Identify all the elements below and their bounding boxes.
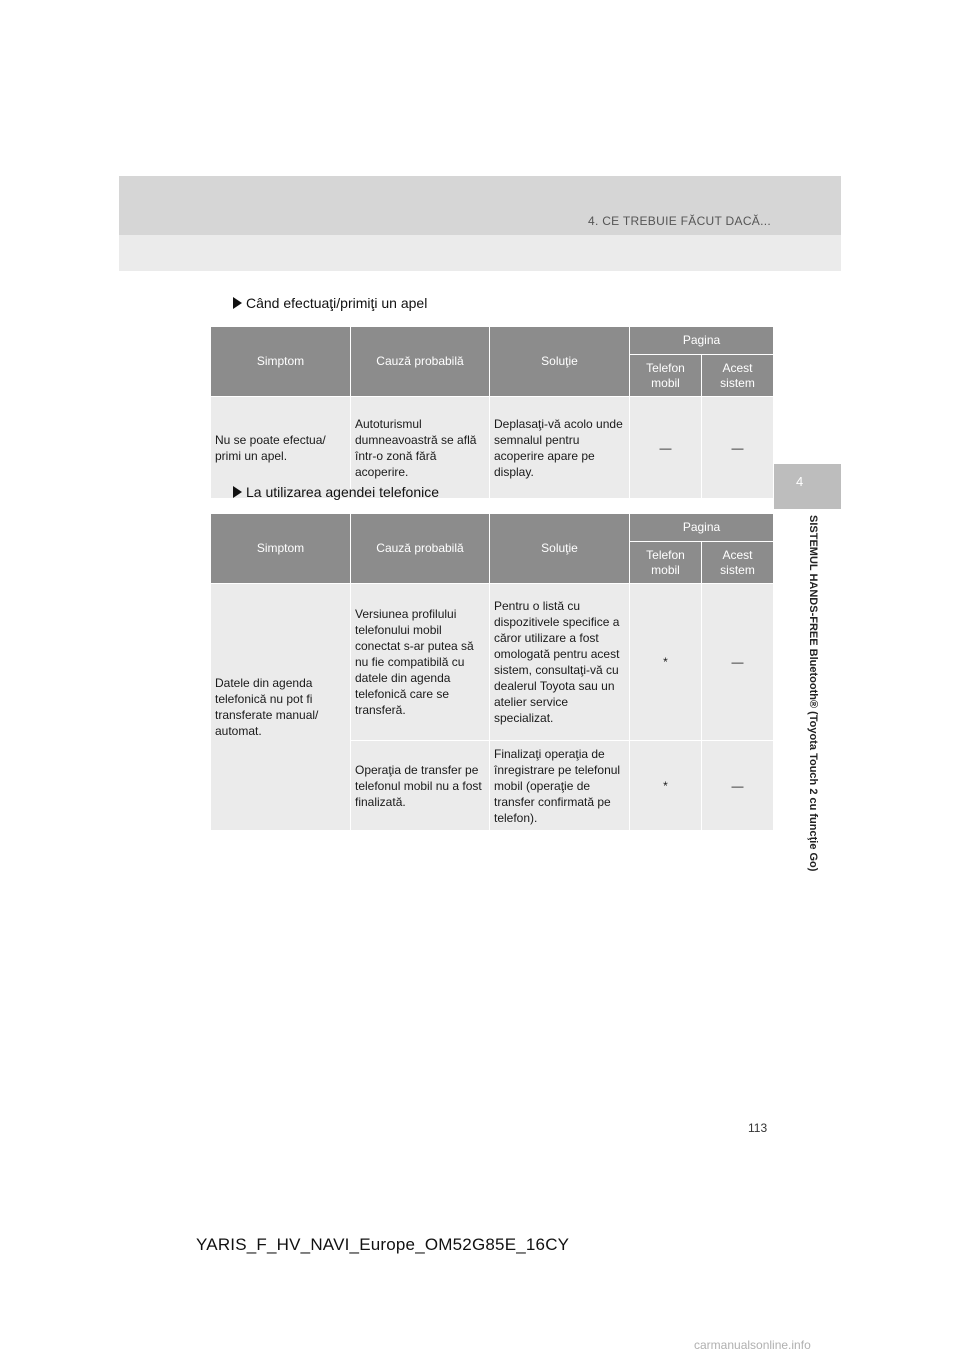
col-symptom: Simptom bbox=[211, 514, 351, 584]
triangle-bullet-icon bbox=[233, 297, 242, 309]
col-phone: Telefon mobil bbox=[630, 355, 702, 397]
col-solution: Soluţie bbox=[490, 514, 630, 584]
col-cause: Cauză probabilă bbox=[351, 327, 490, 397]
col-page: Pagina bbox=[630, 327, 774, 355]
watermark: carmanualsonline.info bbox=[694, 1338, 811, 1352]
cause-cell: Operaţia de transfer pe telefonul mobil nu a fost finalizată. bbox=[351, 741, 490, 831]
triangle-bullet-icon bbox=[233, 486, 242, 498]
page-header-top bbox=[119, 176, 841, 235]
solution-cell: Pentru o listă cu dispozitivele specifice a căror utilizare a fost omologată pentru acest sistem, consultaţi-vă cu dealerul Toyota sau un atelier service specializat. bbox=[490, 584, 630, 741]
symptom-cell: Nu se poate efectua/ primi un apel. bbox=[211, 397, 351, 499]
col-solution: Soluţie bbox=[490, 327, 630, 397]
cause-cell: Autoturismul dumneavoastră se află într-o zonă fără acoperire. bbox=[351, 397, 490, 499]
side-section-title bbox=[804, 515, 820, 945]
side-section-title-text: SISTEMUL HANDS-FREE Bluetooth® (Toyota Touch 2 cu funcţie Go) bbox=[807, 515, 819, 872]
table-row bbox=[211, 584, 774, 741]
chapter-title: 4. CE TREBUIE FĂCUT DACĂ... bbox=[587, 214, 771, 228]
solution-cell: Deplasaţi-vă acolo unde semnalul pentru acoperire apare pe display. bbox=[490, 397, 630, 499]
call-troubleshooting-table bbox=[210, 326, 774, 499]
col-phone: Telefon mobil bbox=[630, 542, 702, 584]
section-heading-phonebook bbox=[233, 484, 439, 500]
cause-cell: Versiunea profilului telefonului mobil conectat s-ar putea să nu fie compatibilă cu datele din agenda telefonică care se transferă. bbox=[351, 584, 490, 741]
col-cause: Cauză probabilă bbox=[351, 514, 490, 584]
phone-page-cell: * bbox=[630, 741, 702, 831]
phone-page-cell: * bbox=[630, 584, 702, 741]
col-page: Pagina bbox=[630, 514, 774, 542]
solution-cell: Finalizaţi operaţia de înregistrare pe telefonul mobil (operaţie de transfer confirmată pe telefon). bbox=[490, 741, 630, 831]
section-heading-phonebook-text: La utilizarea agendei telefonice bbox=[246, 484, 440, 500]
system-page-cell: — bbox=[702, 397, 774, 499]
phonebook-troubleshooting-table bbox=[210, 513, 774, 831]
page-header-band bbox=[119, 176, 841, 271]
page-number: 113 bbox=[748, 1121, 768, 1135]
section-heading-call bbox=[233, 295, 427, 311]
col-system: Acest sistem bbox=[702, 355, 774, 397]
phone-page-cell: — bbox=[630, 397, 702, 499]
system-page-cell: — bbox=[702, 584, 774, 741]
section-heading-call-text: Când efectuaţi/primiţi un apel bbox=[246, 295, 428, 311]
col-system: Acest sistem bbox=[702, 542, 774, 584]
document-code: YARIS_F_HV_NAVI_Europe_OM52G85E_16CY bbox=[196, 1235, 570, 1254]
col-symptom: Simptom bbox=[211, 327, 351, 397]
chapter-tab-number: 4 bbox=[796, 474, 804, 489]
symptom-cell: Datele din agenda telefonică nu pot fi transferate manual/ automat. bbox=[211, 584, 351, 831]
chapter-tab bbox=[774, 464, 841, 509]
system-page-cell: — bbox=[702, 741, 774, 831]
